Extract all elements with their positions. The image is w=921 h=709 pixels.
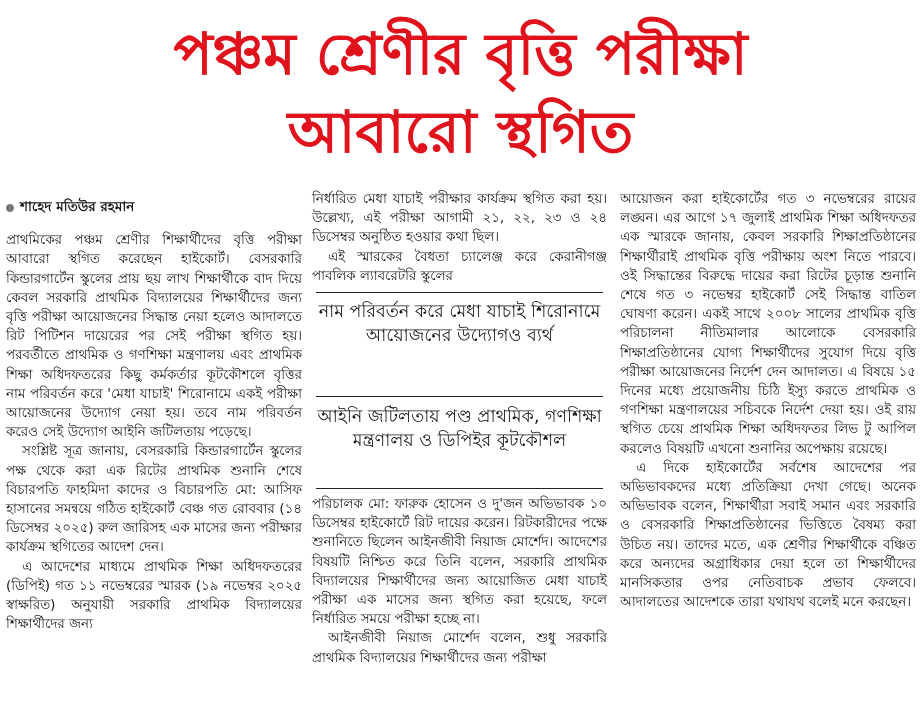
paragraph: আইনজীবী নিয়াজ মোর্শেদ বলেন, শুধু সরকারি প্রাথমিক বিদ্যালয়ের শিক্ষার্থীদের জন্য পরীক্ষা [312, 631, 607, 666]
paragraph: সংশ্লিষ্ট সূত্র জানায়, বেসরকারি কিন্ডারগার্টেন স্কুলের পক্ষ থেকে করা এক রিটের প্রাথমিক শুনানি শেষে বিচারপতি ফাহমিদা কাদের ও বিচারপতি মো: আসিফ হাসানের সমন্বয়ে গঠিত হাইকোর্ট বেঞ্চ গত রোববার (১৪ ডিসেম্বর ২০২৫) রুল জারিসহ এক মাসের জন্য পরীক্ষার কার্যক্রম স্থগিতের আদেশ দেন। [6, 444, 302, 556]
paragraph: নির্ধারিত মেধা যাচাই পরীক্ষার কার্যক্রম স্থগিত করা হয়। উল্লেখ্য, এই পরীক্ষা আগামী ২১, ২২, ২৩ ও ২৪ ডিসেম্বর অনুষ্ঠিত হওয়ার কথা ছিল। [312, 192, 607, 246]
divider [316, 292, 603, 293]
headline-line-2: আবারো স্থগিত [287, 98, 634, 166]
article-column-2-top [312, 190, 607, 286]
subheadline-1: নাম পরিবর্তন করে মেধা যাচাই শিরোনামে আয়োজনের উদ্যোগও ব্যর্থ [318, 302, 601, 346]
byline-text: শাহেদ মতিউর রহমান [20, 199, 135, 215]
paragraph: এ আদেশের মাধ্যমে প্রাথমিক শিক্ষা অধিদফতরের (ডিপিই) গত ১১ নভেম্বরের স্মারক (১৯ নভেম্বর ২০২৫ স্বাক্ষরিত) অনুযায়ী সরকারি প্রাথমিক বিদ্যালয়ের শিক্ষার্থীদের জন্য [6, 559, 302, 633]
paragraph: এ দিকে হাইকোর্টের সর্বশেষ আদেশের পর অভিভাবকদের মধ্যে প্রতিক্রিয়া দেখা গেছে। অনেক অভিভাবক বলেন, শিক্ষার্থীরা সবাই সমান এবং সরকারি ও বেসরকারি শিক্ষাপ্রতিষ্ঠানের ভিত্তিতে বৈষম্য করা উচিত নয়। তাদের মতে, এক শ্রেণীর শিক্ষার্থীকে বঞ্চিত করে অন্যদের অগ্রাধিকার দেয়া হলে তা শিক্ষার্থীদের মানসিকতার ওপর নেতিবাচক প্রভাব ফেলবে। আদালতের আদেশকে তারা যথাযথ বলেই মনে করছেন। [620, 460, 916, 611]
paragraph: পরিচালক মো: ফারুক হোসেন ও দু'জন অভিভাবক ১০ ডিসেম্বর হাইকোর্টে রিট দায়ের করেন। রিটকারীদের পক্ষে শুনানিতে ছিলেন আইনজীবী নিয়াজ মোর্শেদ। আদেশের বিষয়টি নিশ্চিত করে তিনি বলেন, সরকারি প্রাথমিক বিদ্যালয়ের শিক্ষার্থীদের জন্য আয়োজিত মেধা যাচাই পরীক্ষা এক মাসের জন্য স্থগিত করা হয়েছে, ফলে নির্ধারিত সময়ে পরীক্ষা হচ্ছে না। [312, 497, 607, 628]
headline [0, 0, 921, 190]
article-column-1 [6, 190, 302, 634]
divider [316, 396, 603, 397]
article-column-2-bottom [312, 495, 607, 668]
bullet-icon [6, 204, 14, 212]
paragraph: প্রাথমিকের পঞ্চম শ্রেণীর শিক্ষার্থীদের বৃত্তি পরীক্ষা আবারো স্থগিত করেছেন হাইকোর্ট। বেসরকারি কিন্ডারগার্টেন স্কুলের প্রায় ছয় লাখ শিক্ষার্থীকে বাদ দিয়ে কেবল সরকারি প্রাথমিক বিদ্যালয়ের শিক্ষার্থীদের জন্য বৃত্তি পরীক্ষা আয়োজনের সিদ্ধান্ত নেয়া হলেও আদালতে রিট পিটিশন দায়েরের পর সেই পরীক্ষা স্থগিত হয়। পরবর্তীতে প্রাথমিক ও গণশিক্ষা মন্ত্রণালয় এবং প্রাথমিক শিক্ষা অধিদফতরের কিছু কর্মকর্তার কূটকৌশলে বৃত্তির নাম পরিবর্তন করে 'মেধা যাচাই' শিরোনামে একই পরীক্ষা আয়োজনের উদ্যোগ নেয়া হয়। তবে নাম পরিবর্তন করেও সেই উদ্যোগ আইনি জটিলতায় পড়েছে। [6, 233, 302, 441]
divider [316, 488, 603, 489]
paragraph: এই স্মারকের বৈধতা চ্যালেঞ্জ করে কেরানীগঞ্জ পাবলিক ল্যাবরেটরি স্কুলের [312, 249, 607, 284]
headline-line-1: পঞ্চম শ্রেণীর বৃত্তি পরীক্ষা [173, 20, 748, 88]
paragraph: আয়োজন করা হাইকোর্টের গত ৩ নভেম্বরের রায়ের লঙ্ঘন। এর আগে ১৭ জুলাই প্রাথমিক শিক্ষা অধিদফতর এক স্মারকে জানায়, কেবল সরকারি শিক্ষাপ্রতিষ্ঠানের শিক্ষার্থীরাই প্রাথমিক বৃত্তি পরীক্ষায় অংশ নিতে পারবে। ওই সিদ্ধান্তের বিরুদ্ধে দায়ের করা রিটের চূড়ান্ত শুনানি শেষে গত ৩ নভেম্বর হাইকোর্ট সেই সিদ্ধান্ত বাতিল ঘোষণা করেন। একই সাথে ২০০৮ সালের প্রাথমিক বৃত্তি পরিচালনা নীতিমালার আলোকে বেসরকারি শিক্ষাপ্রতিষ্ঠানের যোগ্য শিক্ষার্থীদের সুযোগ দিয়ে বৃত্তি পরীক্ষা আয়োজনের নির্দেশ দেন আদালত। এ বিষয়ে ১৫ দিনের মধ্যে প্রয়োজনীয় চিঠি ইস্যু করতে প্রাথমিক ও গণশিক্ষা মন্ত্রণালয়ের সচিবকে নির্দেশ দেয়া হয়। ওই রায় স্থগিত চেয়ে প্রাথমিক শিক্ষা অধিদফতর লিভ টু আপিল করলেও বিষয়টি এখনো শুনানির অপেক্ষায় রয়েছে। [620, 192, 916, 457]
article-column-3 [620, 190, 916, 612]
byline [6, 198, 302, 217]
subheadline-2: আইনি জটিলতায় পণ্ড প্রাথমিক, গণশিক্ষা মন্ত্রণালয় ও ডিপিইর কূটকৌশল [317, 407, 602, 451]
